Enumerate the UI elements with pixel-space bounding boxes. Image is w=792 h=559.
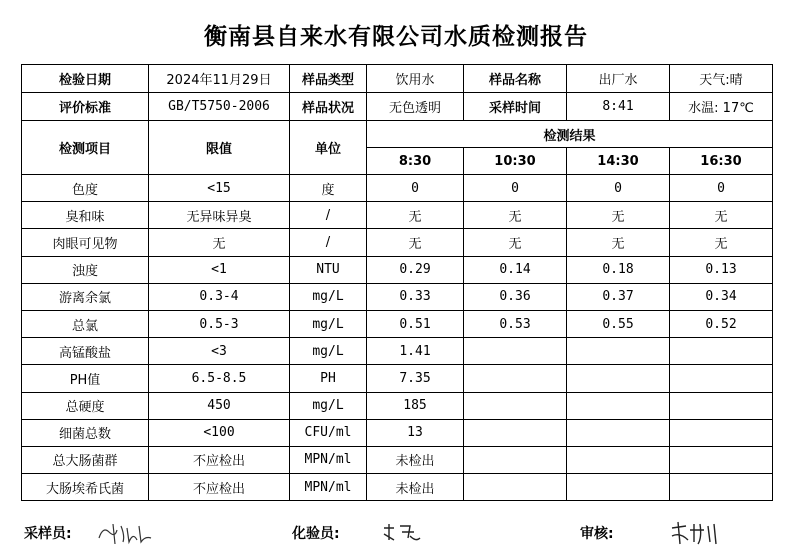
reviewer-label: 审核:	[580, 526, 614, 542]
unit-cell: mg/L	[290, 283, 367, 310]
header-time: 10:30	[464, 148, 567, 175]
unit-cell: mg/L	[290, 338, 367, 365]
result-cell	[567, 392, 670, 419]
item-cell: 色度	[22, 175, 149, 202]
result-cell: 无	[464, 202, 567, 229]
result-cell: 0.51	[367, 310, 464, 337]
tester-signature	[380, 518, 430, 548]
result-cell: 未检出	[367, 474, 464, 501]
result-cell: 0	[367, 175, 464, 202]
result-cell	[464, 365, 567, 392]
standard-label: 评价标准	[22, 93, 149, 121]
unit-cell: CFU/ml	[290, 419, 367, 446]
limit-cell: <3	[149, 338, 290, 365]
unit-cell: mg/L	[290, 310, 367, 337]
item-cell: 总硬度	[22, 392, 149, 419]
table-row	[22, 256, 773, 283]
result-cell: 0.18	[567, 256, 670, 283]
header-time: 14:30	[567, 148, 670, 175]
item-cell: 游离余氯	[22, 283, 149, 310]
table-row	[22, 283, 773, 310]
item-cell: PH值	[22, 365, 149, 392]
item-cell: 臭和味	[22, 202, 149, 229]
table-row	[22, 446, 773, 473]
limit-cell: <15	[149, 175, 290, 202]
header-time: 16:30	[670, 148, 773, 175]
limit-cell: 450	[149, 392, 290, 419]
info-row-1	[22, 65, 773, 93]
sample-name-value: 出厂水	[567, 65, 670, 93]
table-row	[22, 310, 773, 337]
sampler-label: 采样员:	[24, 526, 72, 542]
sampling-time-label: 采样时间	[464, 93, 567, 121]
result-cell	[464, 338, 567, 365]
unit-cell: MPN/ml	[290, 446, 367, 473]
item-cell: 高锰酸盐	[22, 338, 149, 365]
header-row-1	[22, 121, 773, 148]
result-cell: 0.14	[464, 256, 567, 283]
table-row	[22, 392, 773, 419]
header-limit: 限值	[149, 121, 290, 175]
result-cell	[670, 338, 773, 365]
result-cell: 无	[367, 202, 464, 229]
result-cell: 13	[367, 419, 464, 446]
sample-state-label: 样品状况	[290, 93, 367, 121]
result-cell	[567, 419, 670, 446]
result-cell	[464, 474, 567, 501]
unit-cell: /	[290, 229, 367, 256]
sampler-signature	[95, 518, 155, 548]
item-cell: 大肠埃希氏菌	[22, 474, 149, 501]
table-row	[22, 175, 773, 202]
table-row	[22, 419, 773, 446]
result-cell: 7.35	[367, 365, 464, 392]
item-cell: 细菌总数	[22, 419, 149, 446]
limit-cell: 不应检出	[149, 474, 290, 501]
item-cell: 肉眼可见物	[22, 229, 149, 256]
result-cell: 0.34	[670, 283, 773, 310]
table-row	[22, 474, 773, 501]
result-cell	[464, 419, 567, 446]
info-row-2	[22, 93, 773, 121]
item-cell: 浊度	[22, 256, 149, 283]
limit-cell: 0.3-4	[149, 283, 290, 310]
result-cell: 未检出	[367, 446, 464, 473]
water-temp: 水温: 17℃	[670, 93, 773, 121]
weather: 天气:晴	[670, 65, 773, 93]
result-cell: 0.36	[464, 283, 567, 310]
unit-cell: MPN/ml	[290, 474, 367, 501]
sampling-time-value: 8:41	[567, 93, 670, 121]
result-cell	[670, 365, 773, 392]
result-cell	[567, 365, 670, 392]
result-cell	[464, 392, 567, 419]
standard-value: GB/T5750-2006	[149, 93, 290, 121]
unit-cell: 度	[290, 175, 367, 202]
result-cell: 0.53	[464, 310, 567, 337]
result-cell: 无	[670, 202, 773, 229]
item-cell: 总氯	[22, 310, 149, 337]
result-cell: 无	[567, 229, 670, 256]
result-cell: 0	[464, 175, 567, 202]
unit-cell: NTU	[290, 256, 367, 283]
result-cell: 0.13	[670, 256, 773, 283]
limit-cell: 无异味异臭	[149, 202, 290, 229]
result-cell	[670, 392, 773, 419]
result-cell	[567, 446, 670, 473]
table-row	[22, 202, 773, 229]
result-cell: 0	[670, 175, 773, 202]
sample-type-value: 饮用水	[367, 65, 464, 93]
limit-cell: 0.5-3	[149, 310, 290, 337]
table-row	[22, 229, 773, 256]
unit-cell: PH	[290, 365, 367, 392]
header-time: 8:30	[367, 148, 464, 175]
result-cell: 0.55	[567, 310, 670, 337]
result-cell	[670, 446, 773, 473]
result-cell: 185	[367, 392, 464, 419]
table-row	[22, 338, 773, 365]
result-cell	[670, 419, 773, 446]
sample-type-label: 样品类型	[290, 65, 367, 93]
header-unit: 单位	[290, 121, 367, 175]
header-item: 检测项目	[22, 121, 149, 175]
item-cell: 总大肠菌群	[22, 446, 149, 473]
limit-cell: <1	[149, 256, 290, 283]
unit-cell: /	[290, 202, 367, 229]
sample-state-value: 无色透明	[367, 93, 464, 121]
unit-cell: mg/L	[290, 392, 367, 419]
sample-name-label: 样品名称	[464, 65, 567, 93]
limit-cell: 不应检出	[149, 446, 290, 473]
result-cell: 0.33	[367, 283, 464, 310]
date-label: 检验日期	[22, 65, 149, 93]
header-results: 检测结果	[367, 121, 773, 148]
result-cell: 1.41	[367, 338, 464, 365]
result-cell	[567, 338, 670, 365]
tester-label: 化验员:	[292, 526, 340, 542]
result-cell: 0.37	[567, 283, 670, 310]
limit-cell: 无	[149, 229, 290, 256]
date-value: 2024年11月29日	[149, 65, 290, 93]
result-cell	[464, 446, 567, 473]
result-cell: 0.52	[670, 310, 773, 337]
result-cell: 无	[567, 202, 670, 229]
result-cell	[670, 474, 773, 501]
limit-cell: <100	[149, 419, 290, 446]
result-cell: 0.29	[367, 256, 464, 283]
result-cell: 无	[367, 229, 464, 256]
result-cell: 0	[567, 175, 670, 202]
table-row	[22, 365, 773, 392]
report-title: 衡南县自来水有限公司水质检测报告	[204, 24, 588, 50]
result-cell: 无	[670, 229, 773, 256]
result-cell: 无	[464, 229, 567, 256]
result-cell	[567, 474, 670, 501]
limit-cell: 6.5-8.5	[149, 365, 290, 392]
report-table	[21, 64, 773, 501]
reviewer-signature	[668, 518, 724, 548]
